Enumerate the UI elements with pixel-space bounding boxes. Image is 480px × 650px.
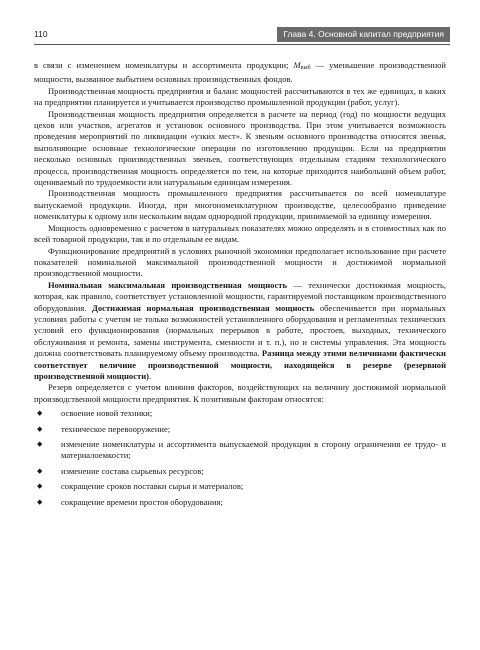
paragraph bbox=[34, 382, 446, 405]
list-item-text: изменение состава сырьевых ресурсов; bbox=[61, 465, 204, 476]
diamond-bullet-icon: ◆ bbox=[37, 424, 43, 433]
list-item bbox=[34, 466, 446, 477]
header-divider bbox=[34, 44, 450, 45]
list-item bbox=[34, 408, 446, 419]
paragraph bbox=[34, 246, 446, 280]
text-run: М bbox=[293, 60, 301, 70]
text-run: — уменьшение производственной мощности, вызванное выбытием основных производственных фондов. bbox=[34, 60, 446, 85]
diamond-bullet-icon: ◆ bbox=[37, 409, 43, 418]
list-item-text: сокращение времени простоя оборудования; bbox=[61, 496, 223, 507]
text-run: в связи с изменением номенклатуры и ассортимента продукции; bbox=[34, 60, 294, 70]
text-run: — технически достижимая мощность, которая, как правило, соответствует установленной мощности, гарантируемой поставщиком производственного оборудования. bbox=[34, 279, 446, 313]
diamond-bullet-icon: ◆ bbox=[37, 482, 43, 491]
list-item-text: техническое перевооружение; bbox=[61, 423, 171, 434]
paragraph bbox=[34, 60, 446, 86]
text-run: Производственная мощность предприятия определяется в расчете на период (год) по мощности ведущих цехов или участков, агрегатов и установок основного производства. При этом учитывается возможность проведения мероприятий по ликвидации «узких мест». К звеньям основного производства относятся звенья, выполняющие основные технологические операции по изготовлению продукции. Если на предприятии несколько основных производственных звеньев, соответствующих отдельным стадиям технологического процесса, производственная мощность определяется по тем, на которые приходится наибольший объем работ, оцениваемый по трудоемкости или натуральным единицам измерения. bbox=[34, 108, 446, 188]
factor-list bbox=[34, 408, 446, 508]
list-item-text: изменение номенклатуры и ассортимента выпускаемой продукции в сторону ограничения ее трудо- и материалоемкости; bbox=[61, 439, 446, 461]
text-run: Функционирование предприятий в условиях рыночной экономики предполагает использование при расчете показателей номинальной максимальной производственной мощности и достижимой нормальной производственной мощности. bbox=[34, 245, 446, 279]
diamond-bullet-icon: ◆ bbox=[37, 466, 43, 475]
list-item bbox=[34, 497, 446, 508]
text-run: . bbox=[148, 370, 152, 381]
list-item bbox=[34, 439, 446, 462]
text-run: Производственная мощность промышленного предприятия рассчитывается по всей номенклатуре выпускаемой продукции. Иногда, при многономенклатурном производстве, целесообразно приведение номенклатуры к одному или нескольким видам однородной продукции, принимаемой за единицу измерения. bbox=[34, 188, 446, 222]
paragraph bbox=[34, 109, 446, 189]
paragraph bbox=[34, 280, 446, 383]
list-item bbox=[34, 424, 446, 435]
text-run: Резерв определяется с учетом влияния факторов, воздействующих на величину достижимой нормальной производственной мощности предприятия. К позитивным факторам относятся: bbox=[34, 382, 446, 404]
running-header bbox=[34, 27, 450, 43]
list-item-text: освоение новой техники; bbox=[61, 408, 153, 419]
paragraph bbox=[34, 188, 446, 222]
diamond-bullet-icon: ◆ bbox=[37, 497, 43, 506]
text-run: Мощность одновременно с расчетом в натуральных показателях можно определять и в стоимостных как по всей товарной продукции, так и по отдельным ее видам. bbox=[34, 222, 446, 245]
page-number: 110 bbox=[34, 29, 48, 39]
list-item bbox=[34, 481, 446, 492]
paragraphs bbox=[34, 60, 446, 405]
list-item-text: сокращение сроков поставки сырья и материалов; bbox=[61, 481, 244, 492]
page-body bbox=[34, 60, 446, 512]
paragraph bbox=[34, 86, 446, 109]
chapter-title: Глава 4. Основной капитал предприятия bbox=[277, 27, 450, 42]
diamond-bullet-icon: ◆ bbox=[37, 440, 43, 448]
text-run: Производственная мощность предприятия и баланс мощностей рассчитываются в тех же единицах, в каких на предприятии планируется и учитывается производство промышленной продукции (работ, услуг). bbox=[34, 85, 446, 108]
text-run: обеспечивается при нормальных условиях работы с учетом не только возможностей установленного оборудования и регламентных технических условий его функционирования (нормальных перерывов в работе, простоев, выходных, технического обслуживания и ремонта, замены инструмента, сменности и т. п.), но и системы управления. Эта мощность должна соответствовать планируемому объему производства. bbox=[34, 302, 446, 359]
bold-term: Разница между этими величинами фактически соответствует величине производственной мощности, находящейся в резерве (резервной производственной мощности) bbox=[34, 348, 446, 381]
text-run: выб bbox=[300, 65, 311, 71]
bold-term: Номинальная максимальная производственная мощность bbox=[48, 279, 287, 290]
bold-term: Достижимая нормальная производственная мощность bbox=[92, 302, 315, 313]
paragraph bbox=[34, 223, 446, 246]
